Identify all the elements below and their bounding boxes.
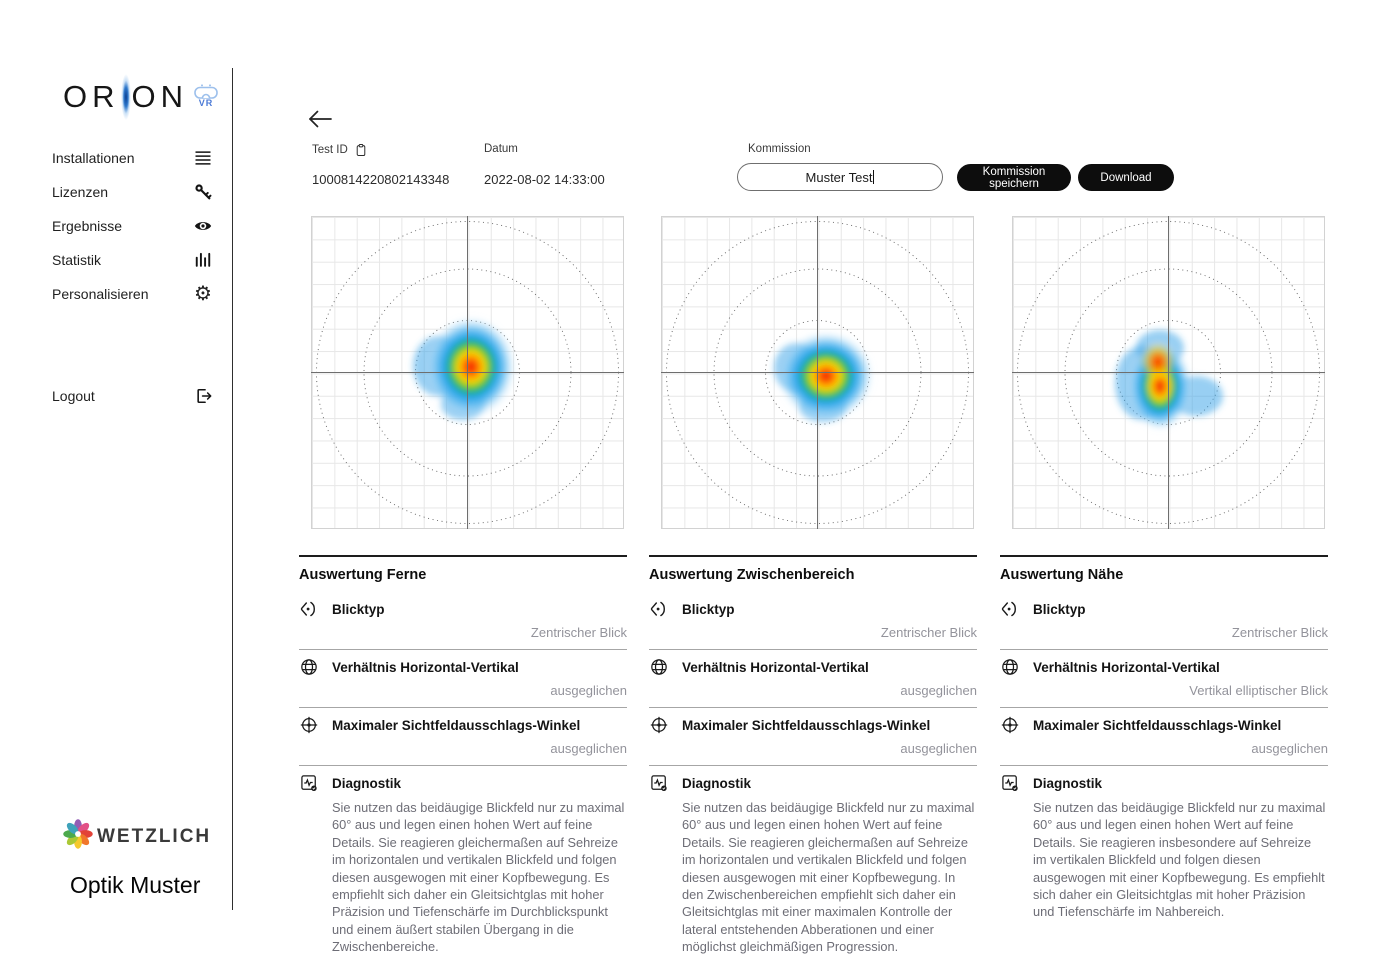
menu-label: Ergebnisse: [52, 218, 123, 234]
row-label: Blicktyp: [682, 601, 735, 617]
verhaeltnis-row: [1000, 650, 1328, 708]
auswertung-naehe-section: [1000, 216, 1328, 930]
heatmap-naehe: [1012, 216, 1325, 529]
kommission-value: Muster Test: [805, 169, 873, 185]
globe-icon: [649, 657, 669, 677]
logo-lens-flare: [121, 74, 131, 120]
logo-text-right: ON: [131, 79, 188, 114]
row-value: Zentrischer Blick: [530, 625, 627, 640]
crosshair-icon: [1000, 715, 1020, 735]
menu-label: Statistik: [52, 252, 102, 268]
diagnostik-text: Sie nutzen das beidäugige Blickfeld nur zu maximal 60° aus und legen einen hohen Wert auf feine Details. Sie reagieren insbesondere auf Sehreize im vertikalen Blickfeld und folgen diesen ausgewogen mit einer Kopfbewegung. Es empfiehlt sich daher ein Gleitsichtglas mit hoher Präzision und Tiefenschärfe im Nahbereich.: [1033, 800, 1326, 920]
globe-icon: [299, 657, 319, 677]
sidebar-menu: [52, 141, 214, 311]
crosshair-icon: [649, 715, 669, 735]
verhaeltnis-row: [649, 650, 977, 708]
sidebar-item-lizenzen[interactable]: [52, 175, 214, 209]
menu-lines-icon: [192, 147, 214, 169]
diagnostics-report-icon: [1000, 773, 1020, 793]
brand-name: WETZLICH: [97, 825, 212, 847]
row-value: ausgeglichen: [550, 741, 627, 756]
verhaeltnis-row: [299, 650, 627, 708]
auswertung-zwischenbereich-section: [649, 216, 977, 965]
kommission-speichern-button[interactable]: Kommission speichern: [957, 164, 1071, 191]
section-title: Auswertung Zwischenbereich: [649, 567, 855, 583]
crosshair-icon: [299, 715, 319, 735]
sidebar-item-logout[interactable]: [52, 379, 214, 413]
row-label: Maximaler Sichtfeldausschlags-Winkel: [332, 717, 581, 733]
sichtfeld-row: [649, 708, 977, 766]
eye-gaze-icon: [1000, 599, 1020, 619]
row-label: Diagnostik: [332, 775, 402, 791]
brand-subtitle: Optik Muster: [70, 872, 201, 898]
flower-logo-icon: [60, 816, 96, 857]
row-label: Maximaler Sichtfeldausschlags-Winkel: [1033, 717, 1282, 733]
sichtfeld-row: [299, 708, 627, 766]
blicktyp-row: [649, 592, 977, 650]
row-value: ausgeglichen: [900, 741, 977, 756]
diagnostik-block: [1000, 766, 1328, 930]
row-label: Blicktyp: [332, 601, 385, 617]
row-label: Verhältnis Horizontal-Vertikal: [1033, 659, 1220, 675]
sidebar-divider: [232, 68, 233, 910]
kommission-label: Kommission: [748, 143, 811, 155]
wetzlich-brand: [60, 816, 211, 857]
sidebar-item-ergebnisse[interactable]: [52, 209, 214, 243]
sichtfeld-row: [1000, 708, 1328, 766]
row-label: Maximaler Sichtfeldausschlags-Winkel: [682, 717, 931, 733]
sidebar-item-statistik[interactable]: [52, 243, 214, 277]
text-caret: [873, 170, 874, 184]
row-value: ausgeglichen: [1251, 741, 1328, 756]
datum-label: Datum: [484, 143, 518, 155]
datum-value: 2022-08-02 14:33:00: [484, 172, 605, 187]
row-value: Zentrischer Blick: [880, 625, 977, 640]
copy-clipboard-icon[interactable]: [354, 143, 368, 157]
bar-chart-icon: [192, 249, 214, 271]
menu-label: Lizenzen: [52, 184, 109, 200]
menu-label: Logout: [52, 388, 95, 404]
globe-icon: [1000, 657, 1020, 677]
row-value: ausgeglichen: [900, 683, 977, 698]
heatmap-ferne: [311, 216, 624, 529]
back-button[interactable]: [306, 108, 334, 132]
orion-logo: [63, 74, 220, 120]
gear-icon: ⚙: [194, 283, 212, 305]
vr-label: VR: [198, 97, 214, 108]
test-id-label: Test ID: [312, 143, 368, 157]
auswertung-ferne-section: [299, 216, 627, 965]
heatmap-zwischenbereich: [661, 216, 974, 529]
section-title: Auswertung Nähe: [1000, 567, 1124, 583]
logout-icon: [192, 385, 214, 407]
test-id-value: 1000814220802143348: [312, 172, 450, 187]
sidebar-item-installationen[interactable]: [52, 141, 214, 175]
section-title: Auswertung Ferne: [299, 567, 427, 583]
row-label: Diagnostik: [1033, 775, 1103, 791]
vr-headset-icon: [192, 83, 220, 108]
sidebar-item-personalisieren[interactable]: [52, 277, 214, 311]
diagnostics-report-icon: [299, 773, 319, 793]
row-label: Verhältnis Horizontal-Vertikal: [682, 659, 869, 675]
kommission-input[interactable]: [737, 163, 943, 191]
menu-label: Installationen: [52, 150, 135, 166]
diagnostik-block: [299, 766, 627, 965]
row-value: Vertikal elliptischer Blick: [1189, 683, 1328, 698]
row-value: Zentrischer Blick: [1231, 625, 1328, 640]
diagnostik-text: Sie nutzen das beidäugige Blickfeld nur zu maximal 60° aus und legen einen hohen Wert auf feine Details. Sie reagieren gleichermaßen auf Sehreize im horizontalen und vertikalen Blickfeld und folgen diesen ausgewogen mit einer Kopfbewegung. Es empfiehlt sich daher ein Gleitsichtglas mit hoher Präzision und Tiefenschärfe im Durchblickspunkt und einem äußert stabilen Übergang in die Zwischenbereiche.: [332, 800, 625, 955]
row-label: Verhältnis Horizontal-Vertikal: [332, 659, 519, 675]
diagnostik-text: Sie nutzen das beidäugige Blickfeld nur zu maximal 60° aus und legen einen hohen Wert auf feine Details. Sie reagieren gleichermaßen auf Sehreize im horizontalen und vertikalen Blickfeld und folgen diesen ausgewogen mit einer Kopfbewegung. In den Zwischenbereichen empfiehlt sich daher ein Gleitsichtglas mit einer maximalen Kontrolle der lateral entstehenden Abberationen und einer möglichst gleichmäßigen Progression.: [682, 800, 975, 955]
download-button[interactable]: Download: [1078, 164, 1174, 191]
eye-icon: [192, 215, 214, 237]
eye-gaze-icon: [299, 599, 319, 619]
logo-text-left: OR: [63, 79, 120, 114]
eye-gaze-icon: [649, 599, 669, 619]
diagnostics-report-icon: [649, 773, 669, 793]
menu-label: Personalisieren: [52, 286, 149, 302]
blicktyp-row: [299, 592, 627, 650]
key-icon: [192, 181, 214, 203]
row-value: ausgeglichen: [550, 683, 627, 698]
row-label: Blicktyp: [1033, 601, 1086, 617]
blicktyp-row: [1000, 592, 1328, 650]
diagnostik-block: [649, 766, 977, 965]
row-label: Diagnostik: [682, 775, 752, 791]
